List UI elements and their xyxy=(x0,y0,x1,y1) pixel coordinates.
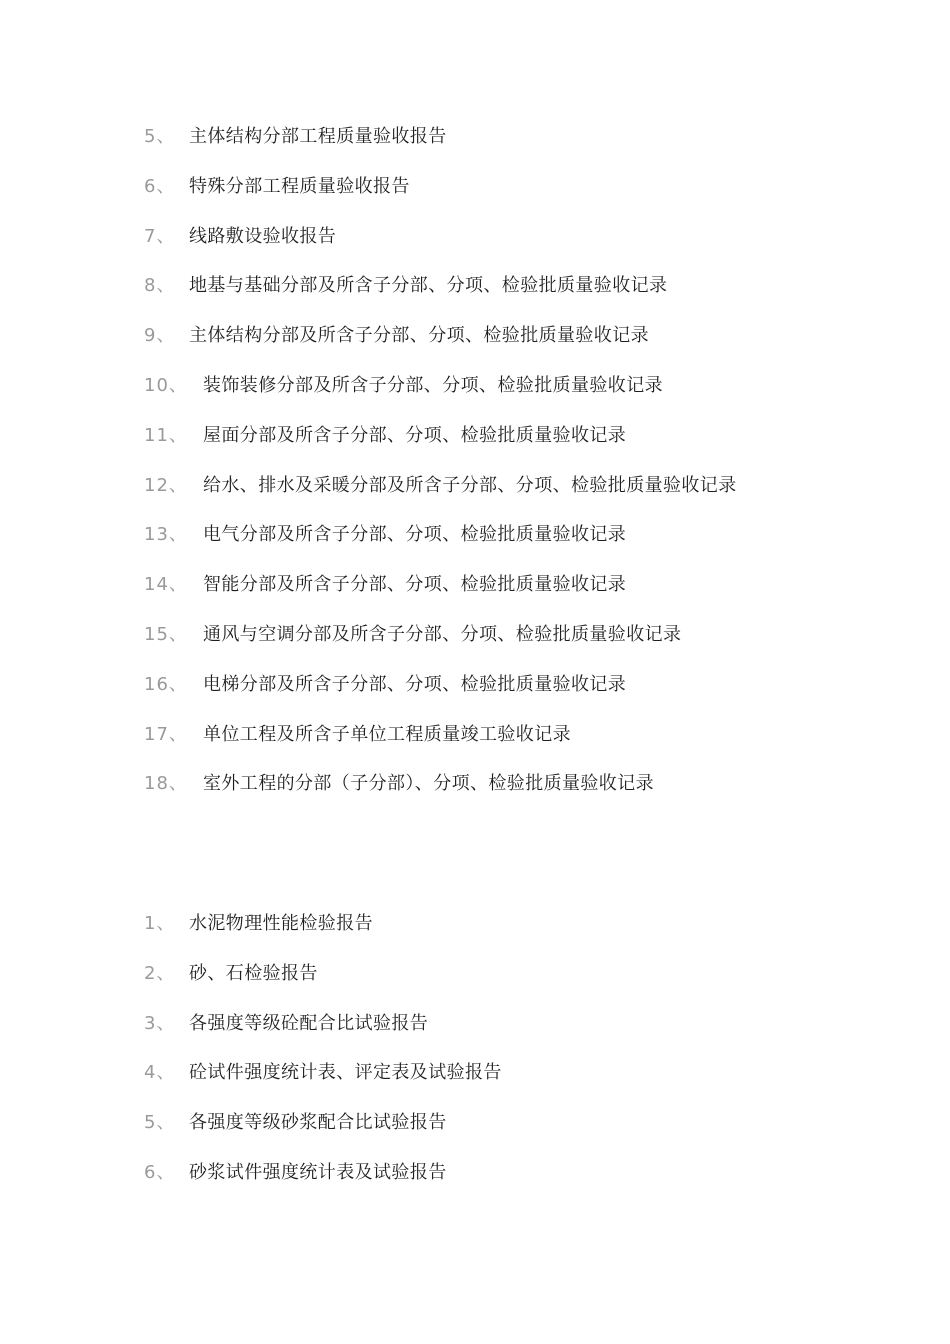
item-text: 各强度等级砂浆配合比试验报告 xyxy=(189,1112,447,1134)
item-text: 砂浆试件强度统计表及试验报告 xyxy=(189,1161,447,1183)
item-number: 9、 xyxy=(144,325,176,347)
item-number: 10、 xyxy=(144,374,188,396)
item-text: 室外工程的分部（子分部）、分项、检验批质量验收记录 xyxy=(203,773,654,795)
item-number: 15、 xyxy=(144,623,188,645)
item-number: 2、 xyxy=(144,962,176,984)
item-text: 主体结构分部工程质量验收报告 xyxy=(189,126,447,147)
item-text: 主体结构分部及所含子分部、分项、检验批质量验收记录 xyxy=(189,325,649,347)
item-text: 线路敷设验收报告 xyxy=(189,225,337,247)
item-text: 装饰装修分部及所含子分部、分项、检验批质量验收记录 xyxy=(203,374,663,396)
item-number: 4、 xyxy=(144,1062,176,1084)
item-number: 5、 xyxy=(144,126,176,147)
item-text: 屋面分部及所含子分部、分项、检验批质量验收记录 xyxy=(203,424,627,446)
item-number: 1、 xyxy=(144,913,176,934)
item-text: 砼试件强度统计表、评定表及试验报告 xyxy=(189,1062,502,1084)
item-number: 7、 xyxy=(144,225,176,247)
item-text: 通风与空调分部及所含子分部、分项、检验批质量验收记录 xyxy=(203,623,682,645)
item-number: 11、 xyxy=(144,424,188,446)
item-number: 12、 xyxy=(144,474,188,496)
item-text: 特殊分部工程质量验收报告 xyxy=(189,175,410,197)
item-number: 14、 xyxy=(144,574,188,596)
item-text: 给水、排水及采暖分部及所含子分部、分项、检验批质量验收记录 xyxy=(203,474,737,496)
item-number: 3、 xyxy=(144,1012,176,1034)
item-number: 17、 xyxy=(144,723,188,745)
item-number: 16、 xyxy=(144,673,188,695)
item-number: 13、 xyxy=(144,524,188,546)
item-text: 智能分部及所含子分部、分项、检验批质量验收记录 xyxy=(203,574,627,596)
item-text: 电气分部及所含子分部、分项、检验批质量验收记录 xyxy=(203,524,627,546)
item-text: 电梯分部及所含子分部、分项、检验批质量验收记录 xyxy=(203,673,627,695)
item-text: 水泥物理性能检验报告 xyxy=(189,913,373,934)
item-text: 砂、石检验报告 xyxy=(189,962,318,984)
item-text: 各强度等级砼配合比试验报告 xyxy=(189,1012,429,1034)
item-number: 6、 xyxy=(144,175,176,197)
item-number: 6、 xyxy=(144,1161,176,1183)
item-number: 8、 xyxy=(144,275,176,297)
item-number: 18、 xyxy=(144,773,188,795)
item-text: 单位工程及所含子单位工程质量竣工验收记录 xyxy=(203,723,571,745)
item-number: 5、 xyxy=(144,1112,176,1134)
item-text: 地基与基础分部及所含子分部、分项、检验批质量验收记录 xyxy=(189,275,668,297)
